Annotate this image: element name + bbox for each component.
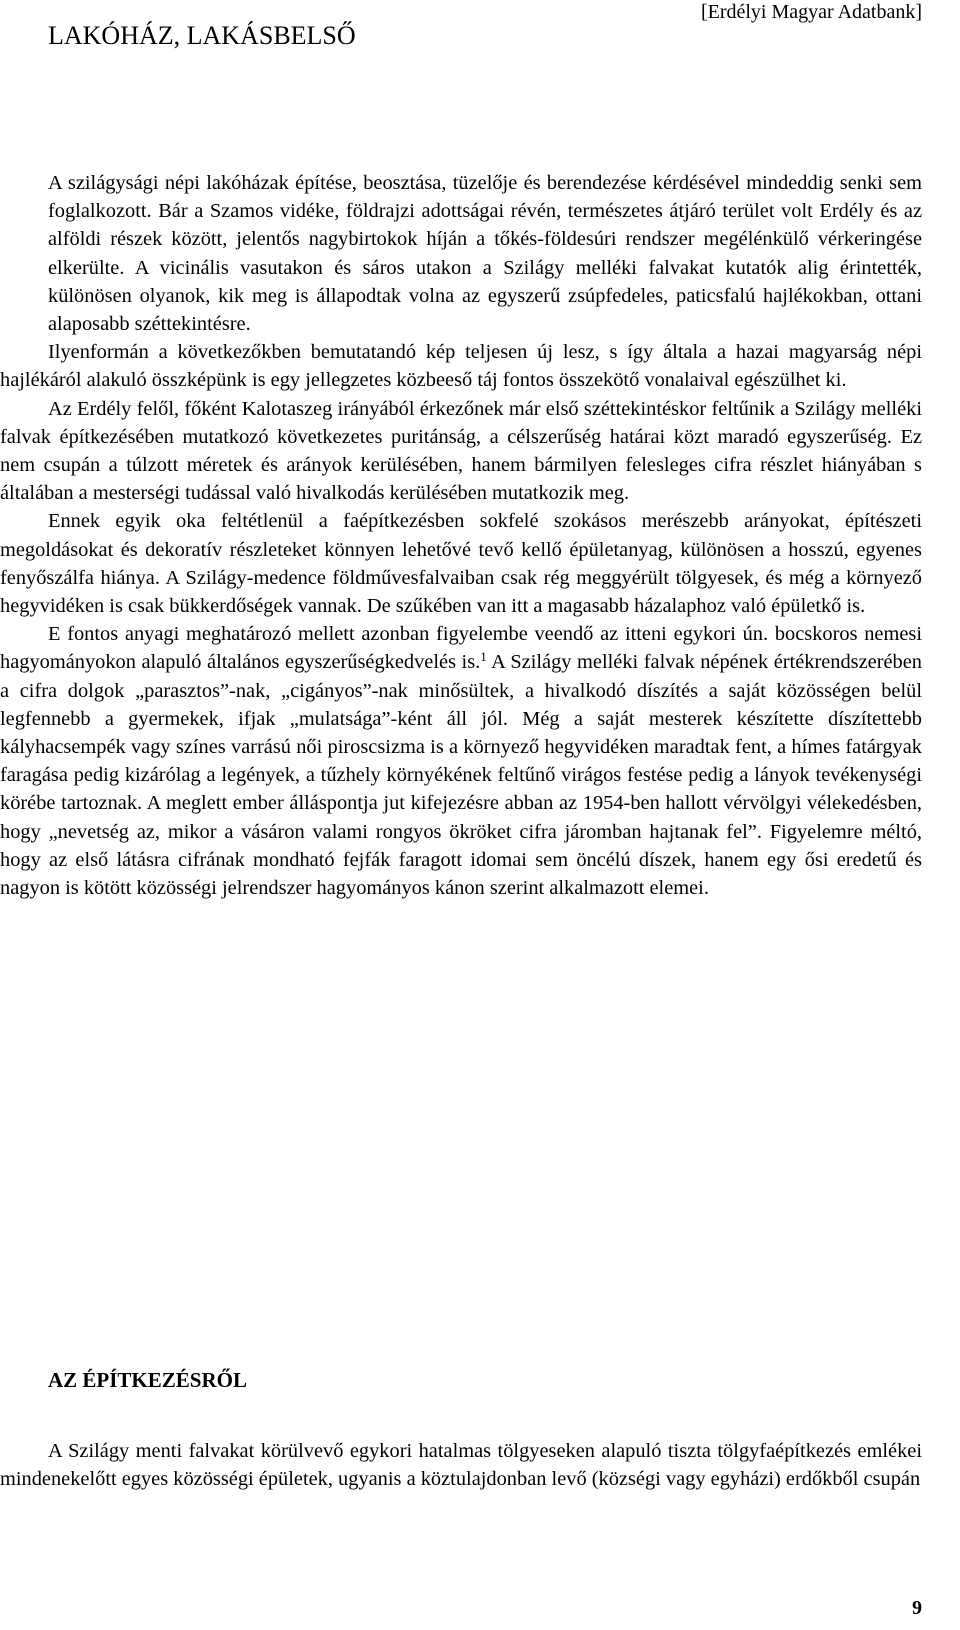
- paragraph-5: [0, 620, 922, 902]
- section-title: AZ ÉPÍTKEZÉSRŐL: [48, 1368, 247, 1392]
- section-text: [0, 1437, 922, 1493]
- footnote-marker: 1: [480, 649, 487, 665]
- paragraph-1: A szilágysági népi lakóházak építése, beosztása, tüzelője és berendezése kérdésével mindeddig senki sem foglalkozott. Bár a Szamos vidéke, földrajzi adottságai révén, természetes átjáró terület volt Erdély és az alföldi részek között, jelentős nagybirtokok híján a tőkés-földesúri rendszer megélénkülő vérkeringése elkerülte. A vicinális vasutakon és sáros utakon a Szilágy melléki falvakat kutatók alig érintették, különösen olyanok, kik meg is állapodtak volna az egyszerű zsúpfedeles, paticsfalú hajlékokban, ottani alaposabb széttekintésre.: [48, 172, 922, 336]
- paragraph-5-part-2: A Szilágy melléki falvak népének értékrendszerében a cifra dolgok „parasztos”-nak, „cigányos”-nak minősültek, a hivalkodó díszítés a saját közösségen belül legfennebb a gyermekek, ifjak „mulatsága”-ként áll jól. Még a saját mesterek készítette díszítettebb kályhacsempék vagy színes varrású női piroscsizma is a környező hegyvidéken maradtak fent, a hímes fatárgyak faragása pedig kizárólag a legények, a tűzhely környékének feltűnő virágos festése pedig a lányok tevékenységi körébe tartoznak. A meglett ember álláspontja jut kifejezésre abban az 1954-ben hallott vérvölgyi vélekedésben, hogy „nevetség az, mikor a vásáron valami rongyos ökröket cifra járomban hajtanak fel”. Figyelemre méltó, hogy az első látásra cifrának mondható fejfák faragott idomai sem öncélú díszek, hanem egy ősi eredetű és nagyon is kötött közösségi jelrendszer hagyományos kánon szerint alkalmazott elemei.: [0, 651, 922, 900]
- paragraph-4: Ennek egyik oka feltétlenül a faépítkezésben sokfelé szokásos merészebb arányokat, építészeti megoldásokat és dekoratív részleteket könnyen lehetővé tevő kellő épületanyag, különösen a hosszú, egyenes fenyőszálfa hiánya. A Szilágy-medence földművesfalvaiban csak rég meggyérült tölgyesek, és még a környező hegyvidéken is csak bükkerdőségek vannak. De szűkében van itt a magasabb házalaphoz való épületkő is.: [0, 510, 922, 618]
- page-title: LAKÓHÁZ, LAKÁSBELSŐ: [48, 21, 356, 50]
- paragraph-3: Az Erdély felől, főként Kalotaszeg irányából érkezőnek már első széttekintéskor feltűnik a Szilágy melléki falvak építkezésében mutatkozó következetes puritánság, a célszerűség határai közt maradó egyszerűség. Ez nem csupán a túlzott méretek és arányok kerülésében, hanem bármilyen felesleges cifra részlet hiányában s általában a mesterségi tudással való hivalkodás kerülésében mutatkozik meg.: [0, 397, 922, 505]
- page-number: 9: [912, 1597, 922, 1619]
- intro-text: [0, 169, 922, 902]
- section-paragraph: A Szilágy menti falvakat körülvevő egykori hatalmas tölgyeseken alapuló tiszta tölgyfaépítkezés emlékei mindenekelőtt egyes közösségi épületek, ugyanis a köztulajdonban levő (községi vagy egyházi) erdőkből csupán: [0, 1440, 922, 1491]
- source-label: [Erdélyi Magyar Adatbank]: [700, 1, 922, 23]
- paragraph-2: Ilyenformán a következőkben bemutatandó kép teljesen új lesz, s így általa a hazai magyarság népi hajlékáról alakuló összképünk is egy jellegzetes közbeeső táj fontos összekötő vonalaival egészülhet ki.: [0, 341, 922, 392]
- paragraph-5-part-1: E fontos anyagi meghatározó mellett azonban figyelembe veendő az itteni egykori ún. bocskoros nemesi hagyományokon alapuló általános egyszerűségkedvelés is.: [0, 623, 922, 674]
